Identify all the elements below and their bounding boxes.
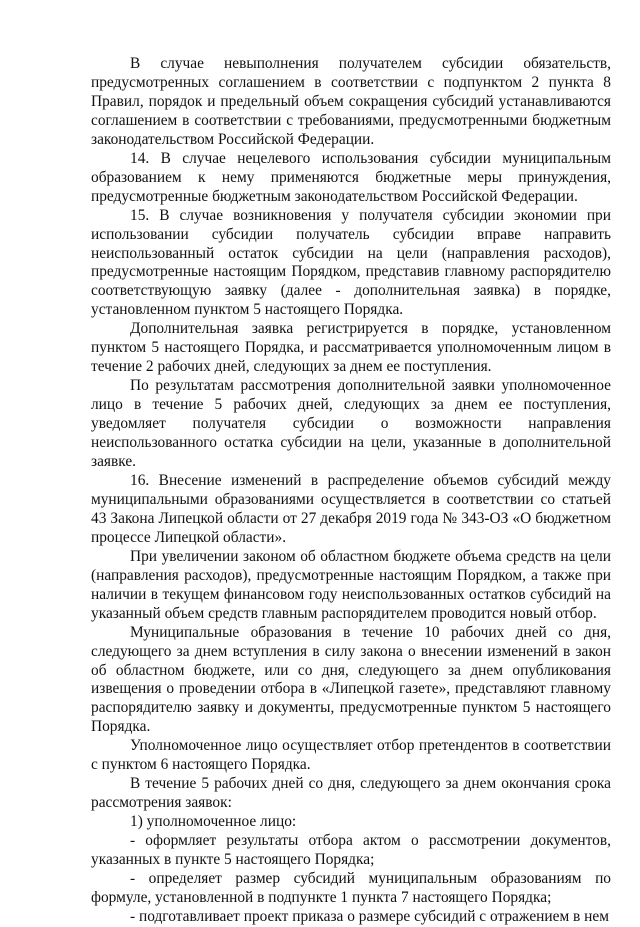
list-item-order-draft: - подготавливает проект приказа о размере субсидий с отражением в нем — [130, 907, 609, 925]
paragraph-municipal-submission: Муниципальные образования в течение 10 рабочих дней со дня, следующего за днем вступления в силу закона о внесении изменений в закон об областном бюджете, или со дня, следующего за днем опубликования извещения о проведении отбора в «Липецкой газете», представляют главному распорядителю заявку и документы, предусмотренные пунктом 5 настоящего Порядка. — [91, 623, 611, 736]
paragraph-13-continued: В случае невыполнения получателем субсидии обязательств, предусмотренных соглашением в соответствии с подпунктом 2 пункта 8 Правил, порядок и предельный объем сокращения субсидий устанавливаются соглашением в соответствии с требованиями, предусмотренными бюджетным законодательством Российской Федерации. — [91, 55, 611, 148]
paragraph-new-selection: При увеличении законом об областном бюджете объема средств на цели (направления расходов), предусмотренные настоящим Порядком, а также при наличии в текущем финансовом году неиспользованных остатков субсидий на указанный объем средств главным распорядителем проводится новый отбор. — [91, 547, 611, 622]
paragraph-15: 15. В случае возникновения у получателя субсидии экономии при использовании субсидии получатель субсидии вправе направить неиспользованный остаток субсидии на цели (направления расходов), предусмотренные настоящим Порядком, представив главному распорядителю соответствующую заявку (далее - дополнительная заявка) в порядке, установленном пунктом 5 настоящего Порядка. — [91, 206, 611, 319]
paragraph-14: 14. В случае нецелевого использования субсидии муниципальным образованием к нему применяются бюджетные меры принуждения, предусмотренные бюджетным законодательством Российской Федерации. — [91, 149, 611, 205]
list-item-act: - оформляет результаты отбора актом о рассмотрении документов, указанных в пункте 5 настоящего Порядка; — [91, 832, 611, 869]
paragraph-additional-request-registration: Дополнительная заявка регистрируется в порядке, установленном пунктом 5 настоящего Порядка, и рассматривается уполномоченным лицом в течение 2 рабочих дней, следующих за днем ее поступления. — [91, 320, 611, 376]
document-body — [91, 55, 611, 927]
paragraph-authorized-person-selection: Уполномоченное лицо осуществляет отбор претендентов в соответствии с пунктом 6 настоящего Порядка. — [91, 737, 611, 774]
paragraph-16: 16. Внесение изменений в распределение объемов субсидий между муниципальными образованиями осуществляется в соответствии со статьей 43 Закона Липецкой области от 27 декабря 2019 года № 343-ОЗ «О бюджетном процессе Липецкой области». — [91, 471, 611, 546]
list-item-authorized-person: 1) уполномоченное лицо: — [130, 813, 297, 831]
list-item-formula: - определяет размер субсидий муниципальным образованиям по формуле, установленной в подпункте 1 пункта 7 настоящего Порядка; — [91, 869, 611, 906]
paragraph-additional-request-result: По результатам рассмотрения дополнительной заявки уполномоченное лицо в течение 5 рабочих дней, следующих за днем ее поступления, уведомляет получателя субсидии о возможности направления неиспользованного остатка субсидии на цели, указанные в дополнительной заявке. — [91, 377, 611, 471]
paragraph-five-days: В течение 5 рабочих дней со дня, следующего за днем окончания срока рассмотрения заявок: — [91, 775, 611, 812]
